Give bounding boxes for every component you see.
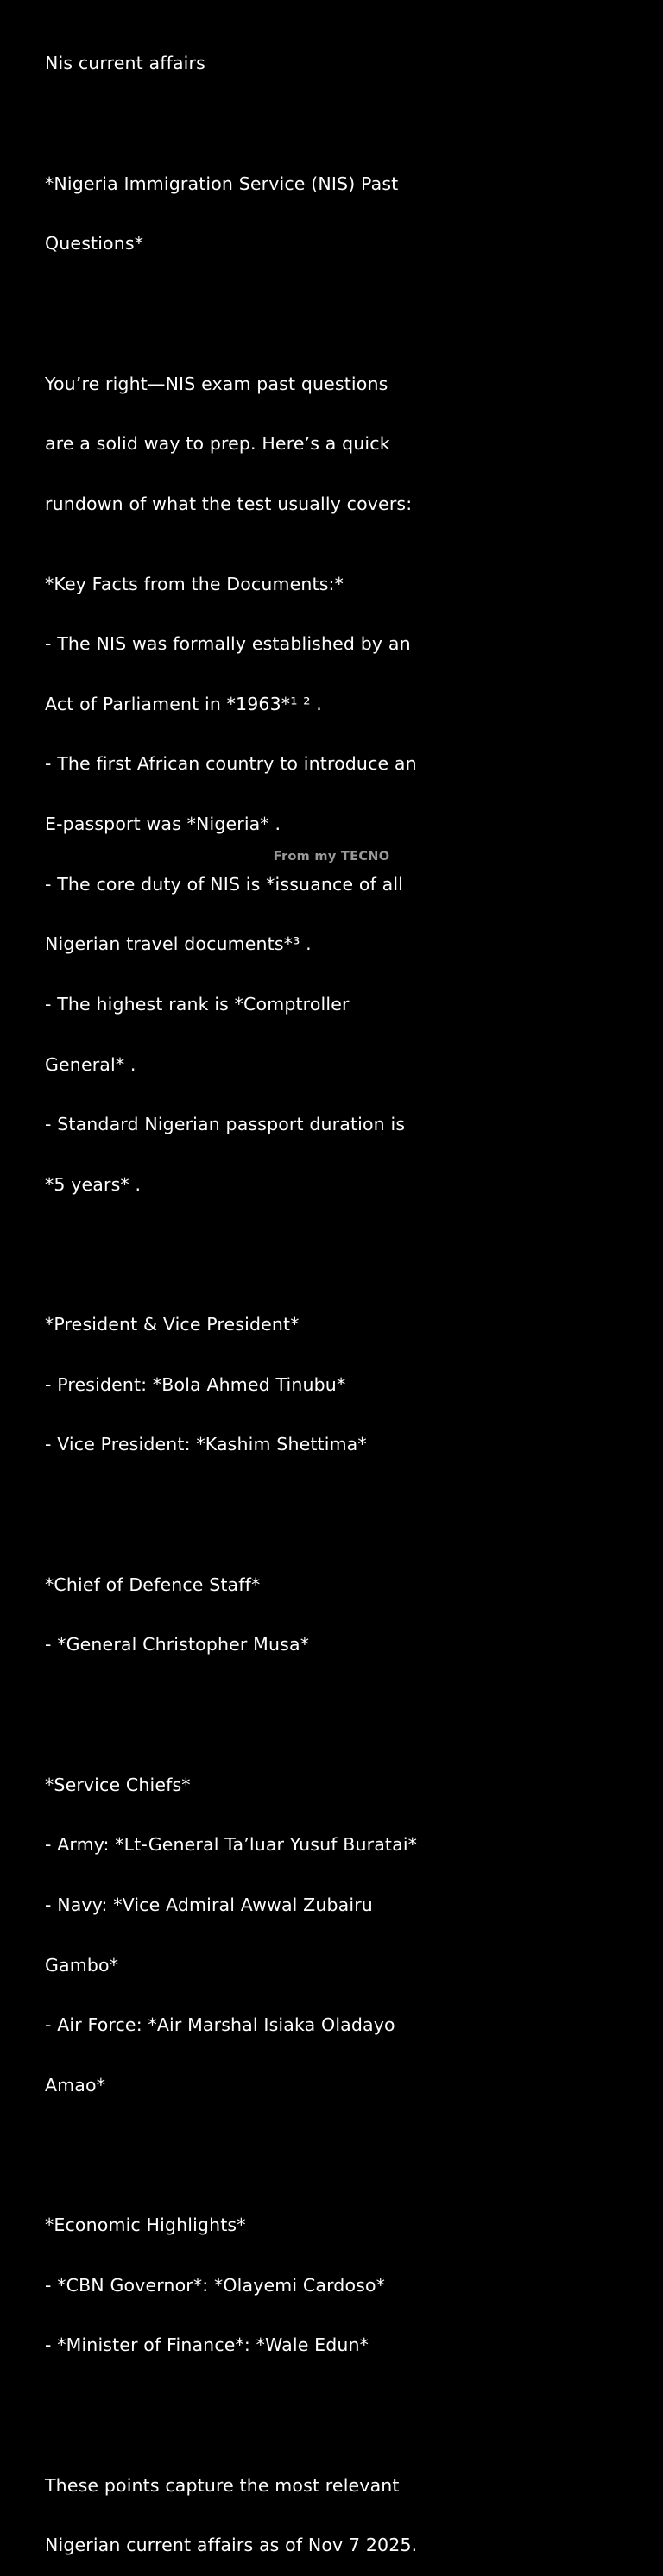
spacer bbox=[45, 1495, 658, 1515]
message-body bbox=[45, 14, 658, 2576]
intro-line: are a solid way to prep. Here’s a quick bbox=[45, 433, 390, 455]
intro-line: rundown of what the test usually covers: bbox=[45, 493, 413, 514]
key-fact-line: - Standard Nigerian passport duration is bbox=[45, 1114, 406, 1135]
key-fact-line: E-passport was *Nigeria* . bbox=[45, 814, 281, 835]
key-fact-line: - The highest rank is *Comptroller bbox=[45, 993, 350, 1015]
spacer bbox=[45, 294, 658, 314]
closing-line: These points capture the most relevant bbox=[45, 2474, 400, 2496]
footer-signature: From my TECNO bbox=[273, 850, 390, 864]
key-fact-line: Nigerian travel documents*³ . bbox=[45, 933, 312, 955]
spacer bbox=[45, 1695, 658, 1715]
service-chief-line: - Army: *Lt-General Ta’luar Yusuf Buratai* bbox=[45, 1834, 418, 1856]
section-heading: *Nigeria Immigration Service (NIS) Past bbox=[45, 173, 399, 194]
defence-line: - *General Christopher Musa* bbox=[45, 1634, 310, 1656]
president-line: - President: *Bola Ahmed Tinubu* bbox=[45, 1373, 346, 1395]
spacer bbox=[45, 2396, 658, 2416]
economic-heading: *Economic Highlights* bbox=[45, 2215, 246, 2236]
key-fact-line: Act of Parliament in *1963*¹ ² . bbox=[45, 693, 322, 714]
key-facts-heading: *Key Facts from the Documents:* bbox=[45, 573, 344, 594]
service-chief-line: - Navy: *Vice Admiral Awwal Zubairu bbox=[45, 1894, 373, 1916]
economic-line: - *CBN Governor*: *Olayemi Cardoso* bbox=[45, 2274, 386, 2296]
vice-president-line: - Vice President: *Kashim Shettima* bbox=[45, 1434, 367, 1455]
page-title: Nis current affairs bbox=[45, 53, 205, 74]
president-heading: *President & Vice President* bbox=[45, 1314, 300, 1335]
section-heading: Questions* bbox=[45, 233, 144, 254]
defence-heading: *Chief of Defence Staff* bbox=[45, 1574, 261, 1595]
closing-line: Nigerian current affairs as of Nov 7 2025. bbox=[45, 2535, 418, 2556]
key-fact-line: - The core duty of NIS is *issuance of all bbox=[45, 873, 404, 895]
service-chief-line: - Air Force: *Air Marshal Isiaka Oladayo bbox=[45, 2014, 395, 2036]
key-fact-line: General* . bbox=[45, 1053, 136, 1075]
service-chief-line: Gambo* bbox=[45, 1954, 119, 1976]
service-chiefs-heading: *Service Chiefs* bbox=[45, 1774, 191, 1795]
spacer bbox=[45, 114, 658, 134]
economic-line: - *Minister of Finance*: *Wale Edun* bbox=[45, 2334, 369, 2356]
spacer bbox=[45, 2135, 658, 2155]
key-fact-line: - The first African country to introduce an bbox=[45, 753, 417, 775]
key-fact-line: - The NIS was formally established by an bbox=[45, 633, 411, 655]
intro-line: You’re right—NIS exam past questions bbox=[45, 373, 388, 394]
spacer bbox=[45, 1235, 658, 1254]
service-chief-line: Amao* bbox=[45, 2074, 106, 2095]
key-fact-line: *5 years* . bbox=[45, 1173, 142, 1195]
